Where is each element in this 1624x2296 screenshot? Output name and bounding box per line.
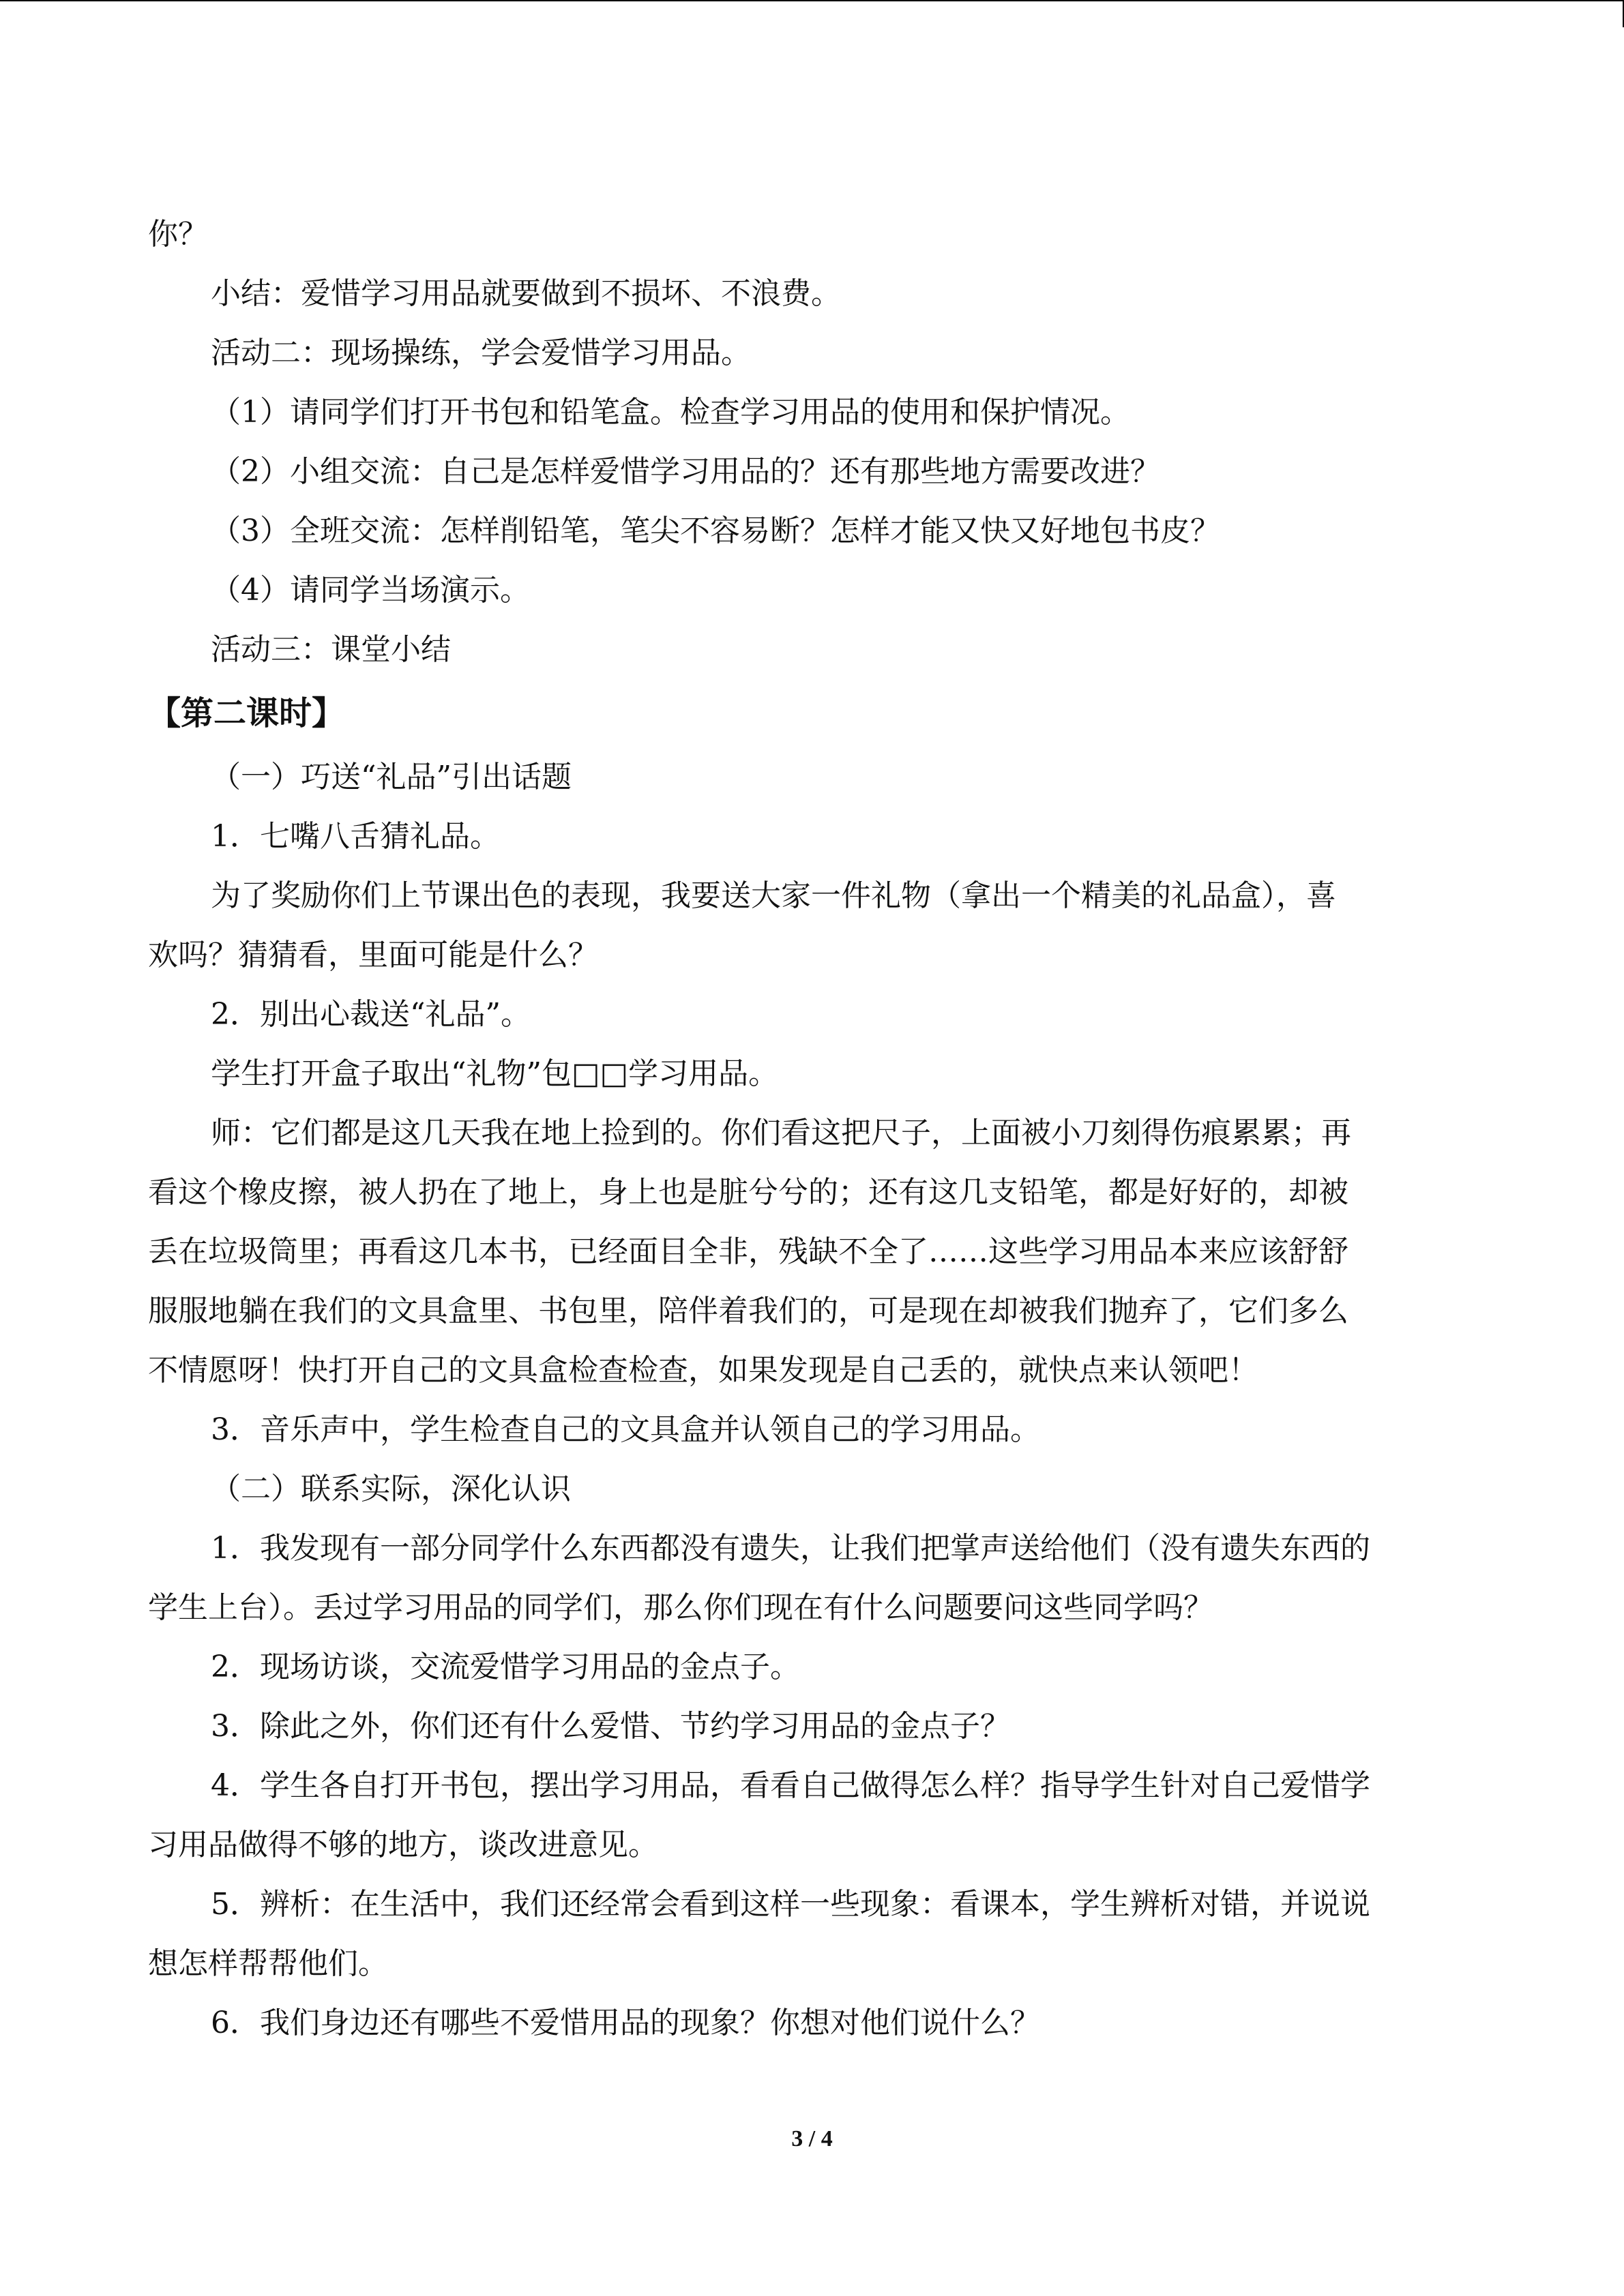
paragraph-line: 学生打开盒子取出“礼物”包□□学习用品。 [211, 1056, 779, 1091]
section-heading: 【第二课时】 [148, 694, 345, 732]
paragraph-line: 2．别出心裁送“礼品”。 [211, 997, 531, 1032]
paragraph-line: 服服地躺在我们的文具盒里、书包里，陪伴着我们的，可是现在却被我们抛弃了，它们多么 [148, 1294, 1348, 1328]
paragraph-line: 5．辨析：在生活中，我们还经常会看到这样一些现象：看课本，学生辨析对错，并说说 [211, 1887, 1370, 1922]
document-body [148, 205, 1475, 2053]
paragraph-line: （2）小组交流：自己是怎样爱惜学习用品的？还有那些地方需要改进？ [211, 454, 1160, 489]
paragraph-line: 看这个橡皮擦，被人扔在了地上，身上也是脏兮兮的；还有这几支铅笔，都是好好的，却被 [148, 1175, 1348, 1210]
paragraph-line: 为了奖励你们上节课出色的表现，我要送大家一件礼物（拿出一个精美的礼品盒），喜 [211, 878, 1336, 913]
paragraph-line: 活动二：现场操练，学会爱惜学习用品。 [211, 336, 751, 370]
paragraph-line: 1．七嘴八舌猜礼品。 [211, 819, 500, 854]
paragraph-line: 2．现场访谈，交流爱惜学习用品的金点子。 [211, 1650, 800, 1684]
paragraph-line: （1）请同学们打开书包和铅笔盒。检查学习用品的使用和保护情况。 [211, 395, 1130, 430]
paragraph-line: 你？ [148, 217, 208, 252]
paragraph-line: 3．除此之外，你们还有什么爱惜、节约学习用品的金点子？ [211, 1709, 1010, 1744]
paragraph-line: 想怎样帮帮他们。 [148, 1946, 388, 1981]
paragraph-line: 小结：爱惜学习用品就要做到不损坏、不浪费。 [211, 276, 841, 311]
paragraph-line: （4）请同学当场演示。 [211, 573, 530, 608]
top-border [0, 0, 1624, 1]
paragraph-line: 不情愿呀！快打开自己的文具盒检查检查，如果发现是自己丢的，就快点来认领吧！ [148, 1353, 1258, 1388]
page-number: 3 / 4 [791, 2126, 833, 2151]
paragraph-line: 1．我发现有一部分同学什么东西都没有遗失，让我们把掌声送给他们（没有遗失东西的 [211, 1531, 1370, 1566]
paragraph-line: 习用品做得不够的地方，谈改进意见。 [148, 1828, 658, 1862]
paragraph-line: 3．音乐声中，学生检查自己的文具盒并认领自己的学习用品。 [211, 1412, 1040, 1447]
paragraph-line: 6．我们身边还有哪些不爱惜用品的现象？你想对他们说什么？ [211, 2006, 1040, 2040]
paragraph-line: 学生上台）。丢过学习用品的同学们，那么你们现在有什么问题要问这些同学吗？ [148, 1590, 1213, 1625]
paragraph-line: （一）巧送“礼品”引出话题 [211, 760, 572, 794]
paragraph-line: 4．学生各自打开书包，摆出学习用品，看看自己做得怎么样？指导学生针对自己爱惜学 [211, 1768, 1370, 1803]
paragraph-line: （二）联系实际，深化认识 [211, 1472, 571, 1506]
paragraph-line: 丢在垃圾筒里；再看这几本书，已经面目全非，残缺不全了……这些学习用品本来应该舒舒 [148, 1234, 1348, 1269]
paragraph-line: 活动三：课堂小结 [211, 632, 451, 667]
paragraph-line: （3）全班交流：怎样削铅笔，笔尖不容易断？怎样才能又快又好地包书皮？ [211, 513, 1220, 548]
lesson-one-section [148, 205, 1475, 679]
lesson-two-section [148, 747, 1475, 2053]
paragraph-line: 欢吗？猜猜看，里面可能是什么？ [148, 938, 598, 972]
paragraph-line: 师：它们都是这几天我在地上捡到的。你们看这把尺子，上面被小刀刻得伤痕累累；再 [211, 1116, 1351, 1150]
